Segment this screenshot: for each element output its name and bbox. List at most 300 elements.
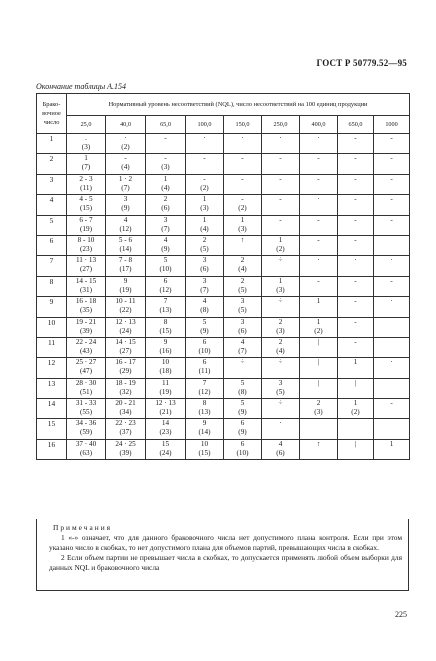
table-cell	[106, 399, 146, 419]
lot-limit-value: (51)	[80, 387, 92, 396]
sample-size-value: 6	[202, 358, 207, 367]
lot-limit-value	[338, 204, 373, 213]
sample-size-value: 6	[240, 439, 245, 448]
table-cell	[224, 337, 262, 357]
table-cell	[338, 297, 374, 317]
lot-limit-value: (6)	[238, 326, 247, 335]
lot-limit-value: (4)	[238, 265, 247, 274]
table-cell	[300, 419, 338, 439]
rejection-number: 2	[37, 154, 67, 174]
lot-limit-value: (15)	[80, 204, 92, 213]
sample-size-value	[374, 379, 409, 388]
sample-size-value: 10	[161, 358, 170, 367]
table-cell	[186, 134, 224, 154]
sample-size-value: 2	[278, 337, 283, 346]
table-cell	[186, 235, 224, 255]
sample-size-value: -	[354, 235, 357, 244]
sample-size-value	[374, 318, 409, 327]
lot-limit-value	[374, 265, 409, 274]
lot-limit-value: (10)	[159, 265, 172, 274]
table-cell	[106, 297, 146, 317]
sample-size-value: 2	[163, 195, 168, 204]
lot-limit-value	[338, 245, 373, 254]
lot-limit-value: (13)	[159, 306, 172, 315]
table-cell	[300, 297, 338, 317]
lot-limit-value	[300, 143, 337, 152]
lot-limit-value	[374, 225, 409, 234]
lot-limit-value	[224, 245, 261, 254]
sample-size-value: 1	[84, 154, 88, 163]
sample-size-value: ·	[354, 256, 357, 265]
lot-limit-value: (47)	[80, 367, 92, 376]
sample-size-value: 4	[278, 439, 283, 448]
lot-limit-value: (2)	[351, 408, 360, 417]
nql-column-header: 400,0	[300, 116, 338, 134]
sample-size-value: 9	[163, 337, 168, 346]
table-cell	[146, 154, 186, 174]
sample-size-value: 14 - 15	[75, 276, 97, 285]
lot-limit-value: (8)	[200, 306, 209, 315]
sample-size-value: ·	[390, 297, 393, 306]
table-cell	[106, 337, 146, 357]
sample-size-value: -	[279, 215, 282, 224]
sample-size-value: 5	[240, 399, 245, 408]
sample-size-value: 25 · 27	[75, 358, 97, 367]
table-row	[37, 317, 410, 337]
lot-limit-value	[262, 367, 299, 376]
nql-column-header: 25,0	[67, 116, 106, 134]
table-cell	[300, 317, 338, 337]
table-cell	[338, 337, 374, 357]
sample-size-value: -	[354, 215, 357, 224]
sample-size-value: -	[354, 337, 357, 346]
note-1: 1 «-» означает, что для данного браковочного числа нет допустимого плана контроля. Если при этом указано число в скобках, то нет допустимого плана для объемов партий, превышающих числа в скобках.	[49, 533, 402, 552]
lot-limit-value: (5)	[276, 387, 285, 396]
lot-limit-value	[374, 347, 409, 356]
sample-size-value: 5	[163, 256, 168, 265]
notes-heading: Примечания	[53, 523, 113, 532]
sample-size-value: -	[354, 297, 357, 306]
table-cell	[262, 256, 300, 276]
sample-size-value: ·	[279, 419, 282, 428]
sample-size-value: ÷	[240, 358, 245, 367]
sample-size-value: 1	[202, 195, 207, 204]
table-cell	[374, 215, 410, 235]
lot-limit-value	[186, 143, 223, 152]
table-cell	[338, 134, 374, 154]
table-cell	[300, 134, 338, 154]
lot-limit-value: (39)	[119, 448, 132, 457]
nql-header: Нормативный уровень несоответствий (NQL), число несоответствий на 100 единиц продукции	[67, 94, 410, 116]
lot-limit-value: (17)	[119, 265, 132, 274]
sample-size-value: 3	[240, 317, 245, 326]
table-cell	[374, 399, 410, 419]
rejection-number: 7	[37, 256, 67, 276]
sample-size-value: ÷	[278, 297, 283, 306]
sample-size-value: 3	[123, 195, 128, 204]
sample-size-value: 2	[278, 317, 283, 326]
lot-limit-value	[262, 143, 299, 152]
table-cell	[338, 195, 374, 215]
lot-limit-value: (3)	[200, 204, 209, 213]
sample-size-value: -	[317, 215, 320, 224]
sample-size-value: -	[354, 154, 357, 163]
table-cell	[186, 439, 224, 459]
sample-size-value: 4 - 5	[79, 195, 93, 204]
sample-size-value: ·	[241, 134, 244, 142]
lot-limit-value: (37)	[119, 428, 132, 437]
sample-size-value: 2	[240, 256, 245, 265]
table-cell	[374, 337, 410, 357]
table-cell	[67, 235, 106, 255]
lot-limit-value: (29)	[119, 367, 132, 376]
sample-size-value: -	[390, 154, 393, 163]
lot-limit-value	[374, 204, 409, 213]
table-cell	[106, 358, 146, 378]
sample-size-value: 10 - 11	[115, 297, 136, 306]
sample-size-value: 5 - 6	[118, 235, 133, 244]
sample-size-value: -	[390, 195, 393, 204]
sample-size-value: 2	[316, 399, 321, 408]
sample-size-value: 1	[353, 399, 358, 408]
sample-size-value: 22 · 23	[115, 419, 136, 428]
lot-limit-value	[262, 204, 299, 213]
lot-limit-value: (2)	[121, 143, 130, 151]
sample-size-value: -	[241, 154, 244, 163]
sample-size-value: -	[317, 154, 320, 163]
sample-size-value: 1	[316, 297, 321, 306]
table-cell	[186, 154, 224, 174]
sample-size-value: 1 · 2	[118, 174, 133, 183]
lot-limit-value	[262, 265, 299, 274]
table-cell	[224, 154, 262, 174]
lot-limit-value	[300, 388, 337, 397]
table-cell	[67, 154, 106, 174]
lot-limit-value: (9)	[200, 326, 209, 335]
sample-size-value: 34 - 36	[75, 419, 97, 428]
lot-limit-value: (9)	[161, 244, 170, 253]
lot-limit-value	[300, 225, 337, 234]
sample-size-value: 3	[202, 276, 207, 285]
table-cell	[262, 276, 300, 296]
sample-size-value	[374, 419, 409, 428]
table-cell	[146, 399, 186, 419]
table-cell	[146, 358, 186, 378]
table-cell	[146, 337, 186, 357]
table-cell	[186, 317, 224, 337]
lot-limit-value: (7)	[238, 346, 247, 355]
sample-size-value: -	[390, 134, 393, 142]
table-cell	[374, 358, 410, 378]
sample-size-value	[374, 338, 409, 347]
table-row	[37, 419, 410, 439]
sample-size-value: -	[124, 154, 127, 163]
table-cell	[186, 297, 224, 317]
sample-size-value: -	[164, 154, 167, 163]
table-row	[37, 337, 410, 357]
table-cell	[374, 154, 410, 174]
lot-limit-value: (34)	[119, 408, 132, 417]
sample-size-value: 6	[163, 276, 168, 285]
sample-size-value: -	[354, 134, 357, 142]
sample-size-value: -	[354, 174, 357, 183]
table-cell	[67, 378, 106, 398]
table-cell	[224, 358, 262, 378]
lot-limit-value: (8)	[238, 387, 247, 396]
table-cell	[224, 439, 262, 459]
nql-column-header: 650,0	[338, 116, 374, 134]
nql-column-header: 150,0	[224, 116, 262, 134]
lot-limit-value	[300, 286, 337, 295]
sample-size-value: 8	[202, 399, 207, 408]
sample-size-value: 4	[163, 235, 168, 244]
lot-limit-value	[374, 327, 409, 336]
table-cell	[338, 378, 374, 398]
table-cell	[262, 317, 300, 337]
table-cell	[374, 317, 410, 337]
sample-size-value: 16 - 17	[115, 358, 136, 367]
lot-limit-value	[224, 163, 261, 172]
lot-limit-value	[338, 449, 373, 458]
sample-size-value: -	[279, 154, 282, 163]
sample-size-value: 19 - 21	[75, 317, 97, 326]
lot-limit-value	[300, 347, 337, 356]
sample-size-value: ·	[390, 358, 393, 367]
sample-size-value: 12 · 13	[115, 317, 136, 326]
table-cell	[374, 276, 410, 296]
lot-limit-value	[374, 367, 409, 376]
sample-size-value: 5	[202, 317, 207, 326]
table-cell	[186, 358, 224, 378]
table-cell	[146, 235, 186, 255]
table-cell	[146, 419, 186, 439]
lot-limit-value	[338, 306, 373, 315]
sample-size-value: -	[241, 174, 244, 183]
lot-limit-value	[300, 204, 337, 213]
sample-size-value: ÷	[278, 358, 283, 367]
table-cell	[374, 174, 410, 194]
table-cell	[262, 419, 300, 439]
table-cell	[67, 419, 106, 439]
sample-size-value: -	[317, 235, 320, 244]
lot-limit-value: (14)	[119, 244, 132, 253]
table-cell	[106, 419, 146, 439]
table-cell	[106, 215, 146, 235]
lot-limit-value: (32)	[119, 387, 132, 396]
sample-size-value: 9	[123, 276, 128, 285]
table-cell	[67, 195, 106, 215]
sample-size-value: 11 · 13	[75, 256, 97, 265]
sample-size-value: ·	[203, 134, 206, 142]
sample-size-value: 2	[202, 235, 207, 244]
table-cell	[262, 337, 300, 357]
rejection-number: 16	[37, 439, 67, 459]
lot-limit-value: (3)	[81, 143, 91, 151]
sample-size-value: -	[354, 276, 357, 285]
lot-limit-value: (7)	[81, 163, 91, 172]
sample-size-value: 3	[240, 297, 245, 306]
sample-size-value: |	[354, 378, 357, 387]
lot-limit-value: (4)	[200, 224, 209, 233]
sample-size-value: 18 - 19	[115, 378, 136, 387]
sample-size-value: |	[317, 337, 320, 346]
table-cell	[146, 439, 186, 459]
lot-limit-value: (3)	[238, 224, 247, 233]
table-cell	[67, 174, 106, 194]
rejection-number: 8	[37, 276, 67, 296]
rejection-number: 11	[37, 337, 67, 357]
lot-limit-value	[338, 286, 373, 295]
sample-size-value: 4	[202, 297, 207, 306]
sample-size-value: 31 - 33	[75, 399, 97, 408]
table-cell	[338, 174, 374, 194]
rejection-number: 3	[37, 174, 67, 194]
table-cell	[338, 256, 374, 276]
sample-size-value: 1	[353, 358, 358, 367]
table-row	[37, 174, 410, 194]
table-cell	[106, 317, 146, 337]
nql-column-header: 40,0	[106, 116, 146, 134]
table-cell	[374, 378, 410, 398]
sample-size-value: ·	[390, 256, 393, 265]
table-row	[37, 134, 410, 154]
sample-size-value: 2 - 3	[79, 174, 93, 183]
rejection-number: 10	[37, 317, 67, 337]
table-cell	[224, 399, 262, 419]
table-cell	[146, 297, 186, 317]
table-cell	[300, 154, 338, 174]
lot-limit-value	[262, 408, 299, 417]
lot-limit-value: (55)	[80, 408, 92, 417]
nql-column-header: 1000	[374, 116, 410, 134]
lot-limit-value	[338, 163, 373, 172]
table-cell	[146, 276, 186, 296]
table-cell	[338, 439, 374, 459]
sample-size-value: ÷	[278, 256, 283, 265]
nql-table	[36, 93, 410, 460]
table-cell	[146, 317, 186, 337]
table-cell	[300, 337, 338, 357]
table-cell	[186, 276, 224, 296]
rejection-number-header: Браковочное число	[37, 94, 67, 134]
lot-limit-value	[224, 143, 261, 152]
table-cell	[224, 134, 262, 154]
lot-limit-value: (15)	[159, 326, 172, 335]
sample-size-value: ÷	[278, 399, 283, 408]
sample-size-value: -	[390, 399, 393, 408]
table-row	[37, 195, 410, 215]
table-cell	[262, 215, 300, 235]
table-cell	[374, 235, 410, 255]
lot-limit-value: (18)	[159, 367, 172, 376]
lot-limit-value: (43)	[80, 346, 92, 355]
table-cell	[67, 358, 106, 378]
sample-size-value: .	[85, 134, 87, 142]
table-cell	[374, 134, 410, 154]
sample-size-value: 10	[200, 439, 209, 448]
lot-limit-value	[338, 428, 373, 437]
sample-size-value: |	[354, 439, 357, 448]
lot-limit-value	[374, 408, 409, 417]
lot-limit-value	[374, 306, 409, 315]
table-cell	[262, 378, 300, 398]
lot-limit-value	[262, 184, 299, 193]
table-cell	[146, 215, 186, 235]
sample-size-value: -	[354, 317, 357, 326]
lot-limit-value	[186, 163, 223, 172]
sample-size-value: 7	[202, 378, 207, 387]
sample-size-value: ·	[279, 134, 282, 142]
table-cell	[106, 378, 146, 398]
lot-limit-value	[338, 388, 373, 397]
sample-size-value	[374, 236, 409, 245]
sample-size-value: -	[241, 195, 244, 204]
table-cell	[300, 399, 338, 419]
lot-limit-value	[300, 306, 337, 315]
sample-size-value: 1	[389, 439, 394, 448]
table-cell	[146, 134, 186, 154]
lot-limit-value	[224, 184, 261, 193]
sample-size-value: -	[390, 215, 393, 224]
rejection-number: 14	[37, 399, 67, 419]
lot-limit-value	[338, 184, 373, 193]
sample-size-value: ·	[124, 134, 127, 142]
table-cell	[262, 154, 300, 174]
lot-limit-value: (11)	[198, 367, 211, 376]
lot-limit-value	[338, 143, 373, 152]
lot-limit-value: (39)	[80, 326, 92, 335]
table-cell	[300, 276, 338, 296]
lot-limit-value: (14)	[198, 428, 211, 437]
lot-limit-value	[374, 388, 409, 397]
table-cell	[186, 256, 224, 276]
lot-limit-value	[338, 327, 373, 336]
lot-limit-value: (59)	[80, 428, 92, 437]
table-row	[37, 399, 410, 419]
lot-limit-value	[374, 449, 409, 458]
sample-size-value: 20 - 21	[115, 399, 136, 408]
sample-size-value: 7	[163, 297, 168, 306]
table-cell	[224, 195, 262, 215]
lot-limit-value: (5)	[238, 306, 247, 315]
table-cell	[374, 256, 410, 276]
lot-limit-value	[374, 428, 409, 437]
table-cell	[106, 174, 146, 194]
sample-size-value: 1	[278, 276, 283, 285]
table-cell	[262, 134, 300, 154]
lot-limit-value: (3)	[314, 408, 323, 417]
table-cell	[146, 195, 186, 215]
table-row	[37, 358, 410, 378]
lot-limit-value	[262, 306, 299, 315]
rejection-number: 5	[37, 215, 67, 235]
table-caption: Окончание таблицы А.154	[36, 82, 127, 91]
lot-limit-value: (6)	[276, 448, 285, 457]
table-cell	[300, 256, 338, 276]
lot-limit-value	[374, 286, 409, 295]
table-cell	[67, 439, 106, 459]
sample-size-value: 1	[316, 317, 321, 326]
table-cell	[262, 399, 300, 419]
lot-limit-value: (3)	[276, 285, 285, 294]
lot-limit-value	[374, 184, 409, 193]
table-cell	[262, 439, 300, 459]
table-cell	[106, 195, 146, 215]
sample-size-value: 3	[278, 378, 283, 387]
sample-size-value: -	[203, 174, 206, 183]
lot-limit-value: (16)	[159, 346, 172, 355]
lot-limit-value	[300, 163, 337, 172]
